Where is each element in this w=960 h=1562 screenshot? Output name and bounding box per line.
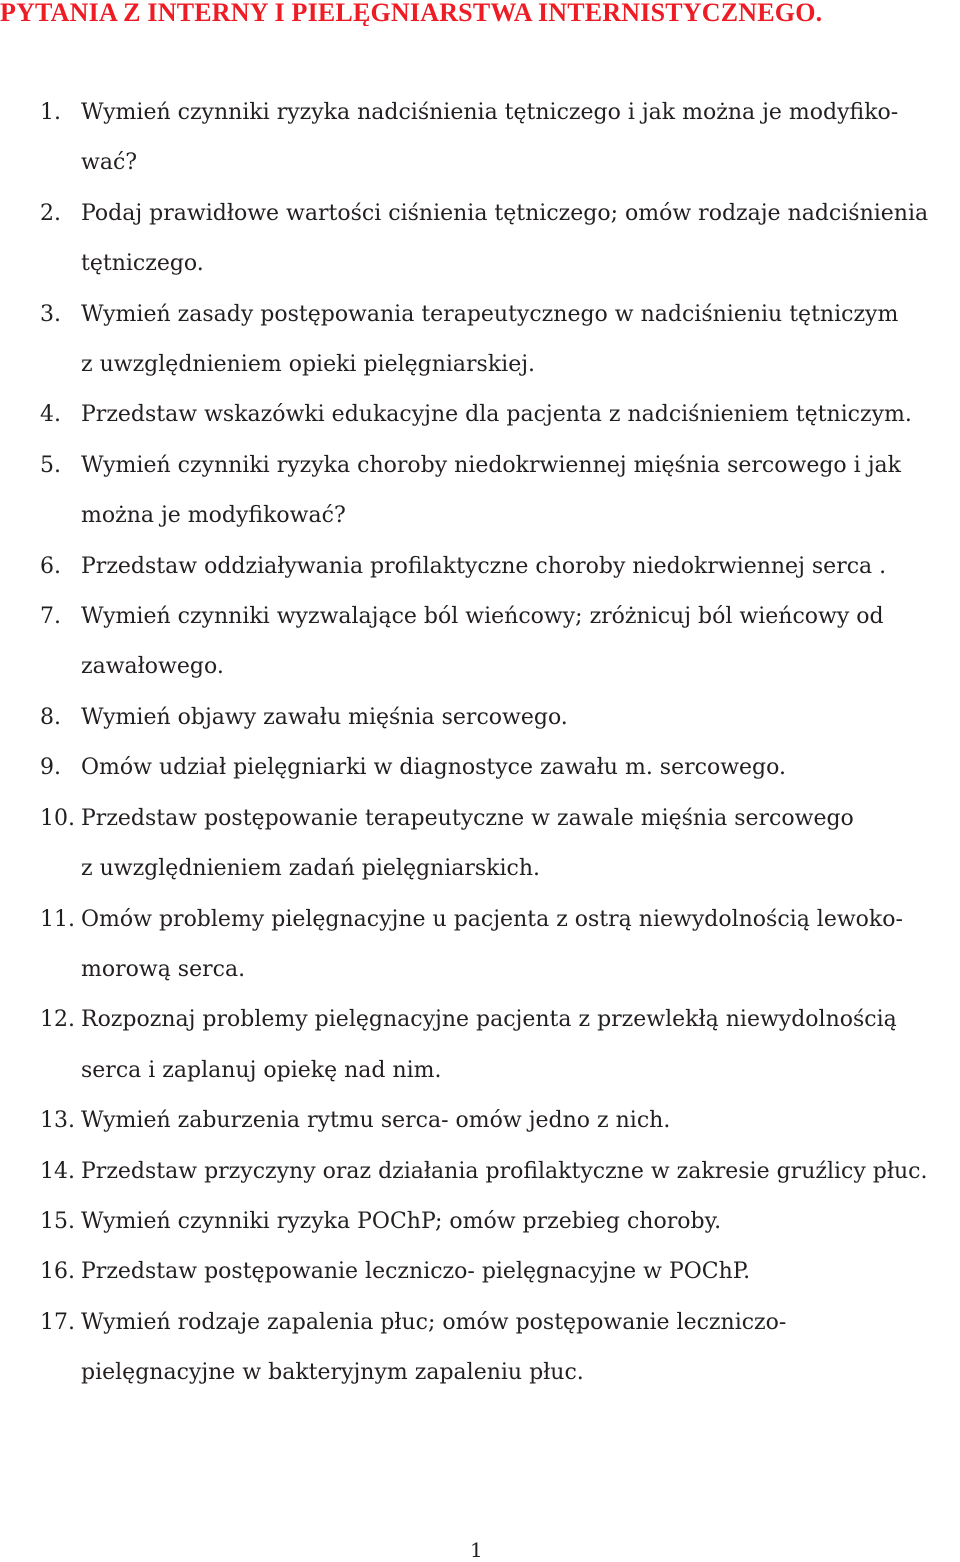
question-line: serca i zaplanuj opiekę nad nim.	[81, 1057, 442, 1083]
question-line: Wymień objawy zawału mięśnia sercowego.	[81, 704, 568, 730]
question-item	[0, 995, 960, 1096]
question-item	[0, 1197, 960, 1247]
question-item	[0, 1298, 960, 1399]
question-text	[81, 290, 957, 391]
question-line: Rozpoznaj problemy pielęgnacyjne pacjenta z przewlekłą niewydolnością	[81, 1007, 897, 1033]
question-text	[81, 1197, 957, 1247]
question-number: 7.	[40, 604, 61, 630]
question-item	[0, 895, 960, 996]
question-number: 13.	[40, 1108, 75, 1134]
question-number: 15.	[40, 1208, 75, 1234]
question-number: 8.	[40, 704, 61, 730]
question-number: 5.	[40, 452, 61, 478]
question-line: Przedstaw wskazówki edukacyjne dla pacjenta z nadciśnieniem tętniczym.	[81, 402, 912, 428]
question-line: można je modyfikować?	[81, 503, 346, 529]
question-line: tętniczego.	[81, 251, 204, 277]
question-list	[0, 88, 960, 1399]
question-item	[0, 290, 960, 391]
question-line: Wymień czynniki ryzyka POChP; omów przebieg choroby.	[81, 1208, 722, 1234]
question-text	[81, 189, 957, 290]
question-line: Wymień czynniki ryzyka nadciśnienia tętniczego i jak można je modyfiko-	[81, 100, 899, 125]
question-line: Wymień zaburzenia rytmu serca- omów jedno z nich.	[81, 1108, 671, 1134]
question-line: z uwzględnieniem opieki pielęgniarskiej.	[81, 352, 536, 378]
question-line: Omów udział pielęgniarki w diagnostyce zawału m. sercowego.	[81, 755, 786, 781]
question-number: 16.	[40, 1259, 75, 1285]
question-line: Przedstaw postępowanie leczniczo- pielęgnacyjne w POChP.	[81, 1259, 751, 1285]
page-number: 1	[470, 1538, 483, 1562]
question-line: wać?	[81, 150, 138, 176]
question-line: Wymień czynniki wyzwalające ból wieńcowy; zróżnicuj ból wieńcowy od	[81, 604, 884, 630]
question-number: 2.	[40, 200, 61, 226]
question-item	[0, 542, 960, 592]
question-item	[0, 743, 960, 793]
question-line: Przedstaw oddziaływania profilaktyczne choroby niedokrwiennej serca .	[81, 553, 887, 579]
question-item	[0, 189, 960, 290]
question-number: 11.	[40, 906, 75, 932]
question-number: 3.	[40, 301, 61, 327]
question-line: Przedstaw postępowanie terapeutyczne w zawale mięśnia sercowego	[81, 805, 854, 831]
question-number: 14.	[40, 1158, 75, 1184]
question-number: 6.	[40, 553, 61, 579]
question-item	[0, 390, 960, 440]
question-number: 4.	[40, 402, 61, 428]
question-item	[0, 794, 960, 895]
question-item	[0, 1096, 960, 1146]
question-text	[81, 88, 957, 189]
question-text	[81, 441, 957, 542]
question-text	[81, 895, 957, 996]
question-number: 9.	[40, 755, 61, 781]
question-number: 17.	[40, 1309, 75, 1335]
question-line: z uwzględnieniem zadań pielęgniarskich.	[81, 856, 541, 882]
page-title: PYTANIA Z INTERNY I PIELĘGNIARSTWA INTERNISTYCZNEGO.	[0, 0, 823, 26]
question-text	[81, 592, 957, 693]
question-line: Wymień zasady postępowania terapeutycznego w nadciśnieniu tętniczym	[81, 301, 899, 327]
question-item	[0, 441, 960, 542]
question-line: Przedstaw przyczyny oraz działania profilaktyczne w zakresie gruźlicy płuc.	[81, 1158, 928, 1184]
question-text	[81, 542, 957, 592]
question-item	[0, 1247, 960, 1297]
question-line: morową serca.	[81, 956, 246, 982]
question-item	[0, 88, 960, 189]
question-number: 1.	[40, 100, 61, 125]
question-text	[81, 1247, 957, 1297]
question-item	[0, 1147, 960, 1197]
question-item	[0, 592, 960, 693]
question-number: 10.	[40, 805, 75, 831]
question-text	[81, 995, 957, 1096]
question-item	[0, 693, 960, 743]
question-line: zawałowego.	[81, 654, 224, 680]
question-text	[81, 794, 957, 895]
question-line: Wymień czynniki ryzyka choroby niedokrwiennej mięśnia sercowego i jak	[81, 452, 901, 478]
question-line: pielęgnacyjne w bakteryjnym zapaleniu płuc.	[81, 1360, 584, 1386]
question-text	[81, 743, 957, 793]
question-text	[81, 1147, 957, 1197]
question-line: Podaj prawidłowe wartości ciśnienia tętniczego; omów rodzaje nadciśnienia	[81, 200, 929, 226]
question-line: Omów problemy pielęgnacyjne u pacjenta z ostrą niewydolnością lewoko-	[81, 906, 903, 932]
question-line: Wymień rodzaje zapalenia płuc; omów postępowanie leczniczo-	[81, 1309, 787, 1335]
question-text	[81, 390, 957, 440]
question-text	[81, 1298, 957, 1399]
question-text	[81, 1096, 957, 1146]
question-text	[81, 693, 957, 743]
question-number: 12.	[40, 1007, 75, 1033]
